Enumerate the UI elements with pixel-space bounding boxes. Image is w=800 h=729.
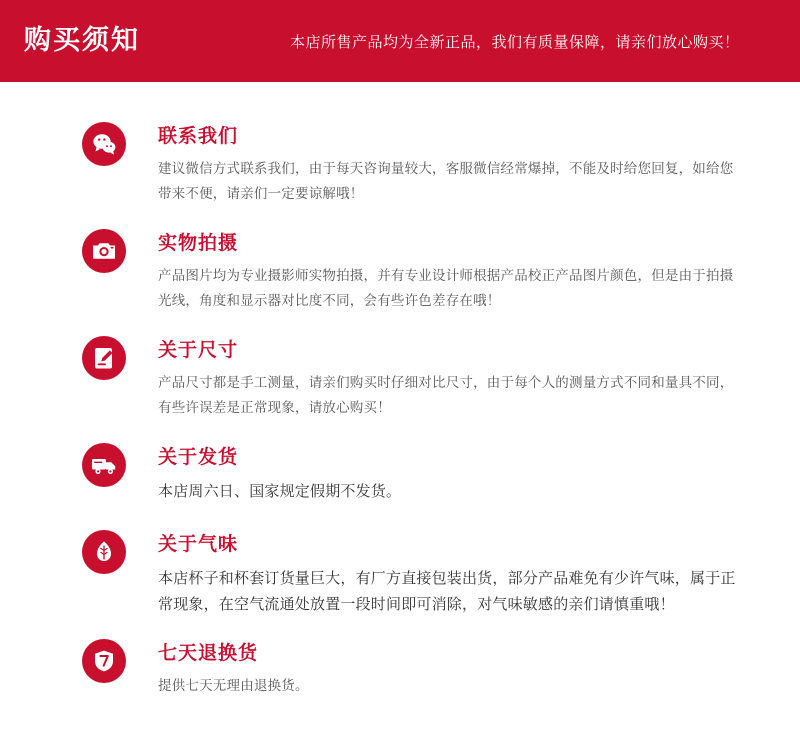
list-item-title: 联系我们 (158, 125, 239, 147)
list-item (0, 443, 800, 504)
list-item-desc: 本店杯子和杯套订货量巨大，有厂方直接包装出货，部分产品难免有少许气味，属于正常现象，在空气流通处放置一段时间即可消除，对气味敏感的亲们请慎重哦！ (158, 569, 736, 613)
leaf-icon (82, 530, 126, 574)
list-item-title: 关于气味 (158, 533, 239, 555)
list-item-body (158, 122, 738, 207)
list-item-desc: 本店周六日、国家规定假期不发货。 (158, 482, 402, 500)
list-item-body (158, 530, 738, 617)
list-item-body (158, 229, 738, 314)
list-item-desc: 产品图片均为专业摄影师实物拍摄，并有专业设计师根据产品校正产品图片颜色，但是由于拍摄光线，角度和显示器对比度不同，会有些许色差存在哦！ (158, 268, 734, 309)
page-header (0, 0, 800, 82)
header-subtitle: 本店所售产品均为全新正品，我们有质量保障，请亲们放心购买！ (290, 33, 740, 51)
list-item-title: 实物拍摄 (158, 232, 239, 254)
list-item-body (158, 443, 401, 504)
camera-icon (82, 229, 126, 273)
ruler-pencil-icon (82, 336, 126, 380)
seven-day-return-icon (82, 639, 126, 683)
list-item-desc: 提供七天无理由退换货。 (158, 678, 309, 694)
list-item-desc: 产品尺寸都是手工测量，请亲们购买时仔细对比尺寸，由于每个人的测量方式不同和量具不同，有些许误差是正常现象，请放心购买！ (158, 375, 734, 416)
list-item-body (158, 336, 738, 421)
list-item-title: 七天退换货 (158, 642, 259, 664)
truck-icon (82, 443, 126, 487)
list-item (0, 336, 800, 421)
wechat-icon (82, 122, 126, 166)
list-item (0, 530, 800, 617)
list-item-desc: 建议微信方式联系我们，由于每天咨询量较大，客服微信经常爆掉，不能及时给您回复，如给您带来不便，请亲们一定要谅解哦！ (158, 161, 734, 202)
list-item-title: 关于尺寸 (158, 339, 239, 361)
list-item-title: 关于发货 (158, 446, 239, 468)
list-item-body (158, 639, 309, 699)
page-title: 购买须知 (24, 25, 140, 56)
notice-list (0, 82, 800, 699)
list-item (0, 639, 800, 699)
list-item (0, 229, 800, 314)
list-item (0, 122, 800, 207)
